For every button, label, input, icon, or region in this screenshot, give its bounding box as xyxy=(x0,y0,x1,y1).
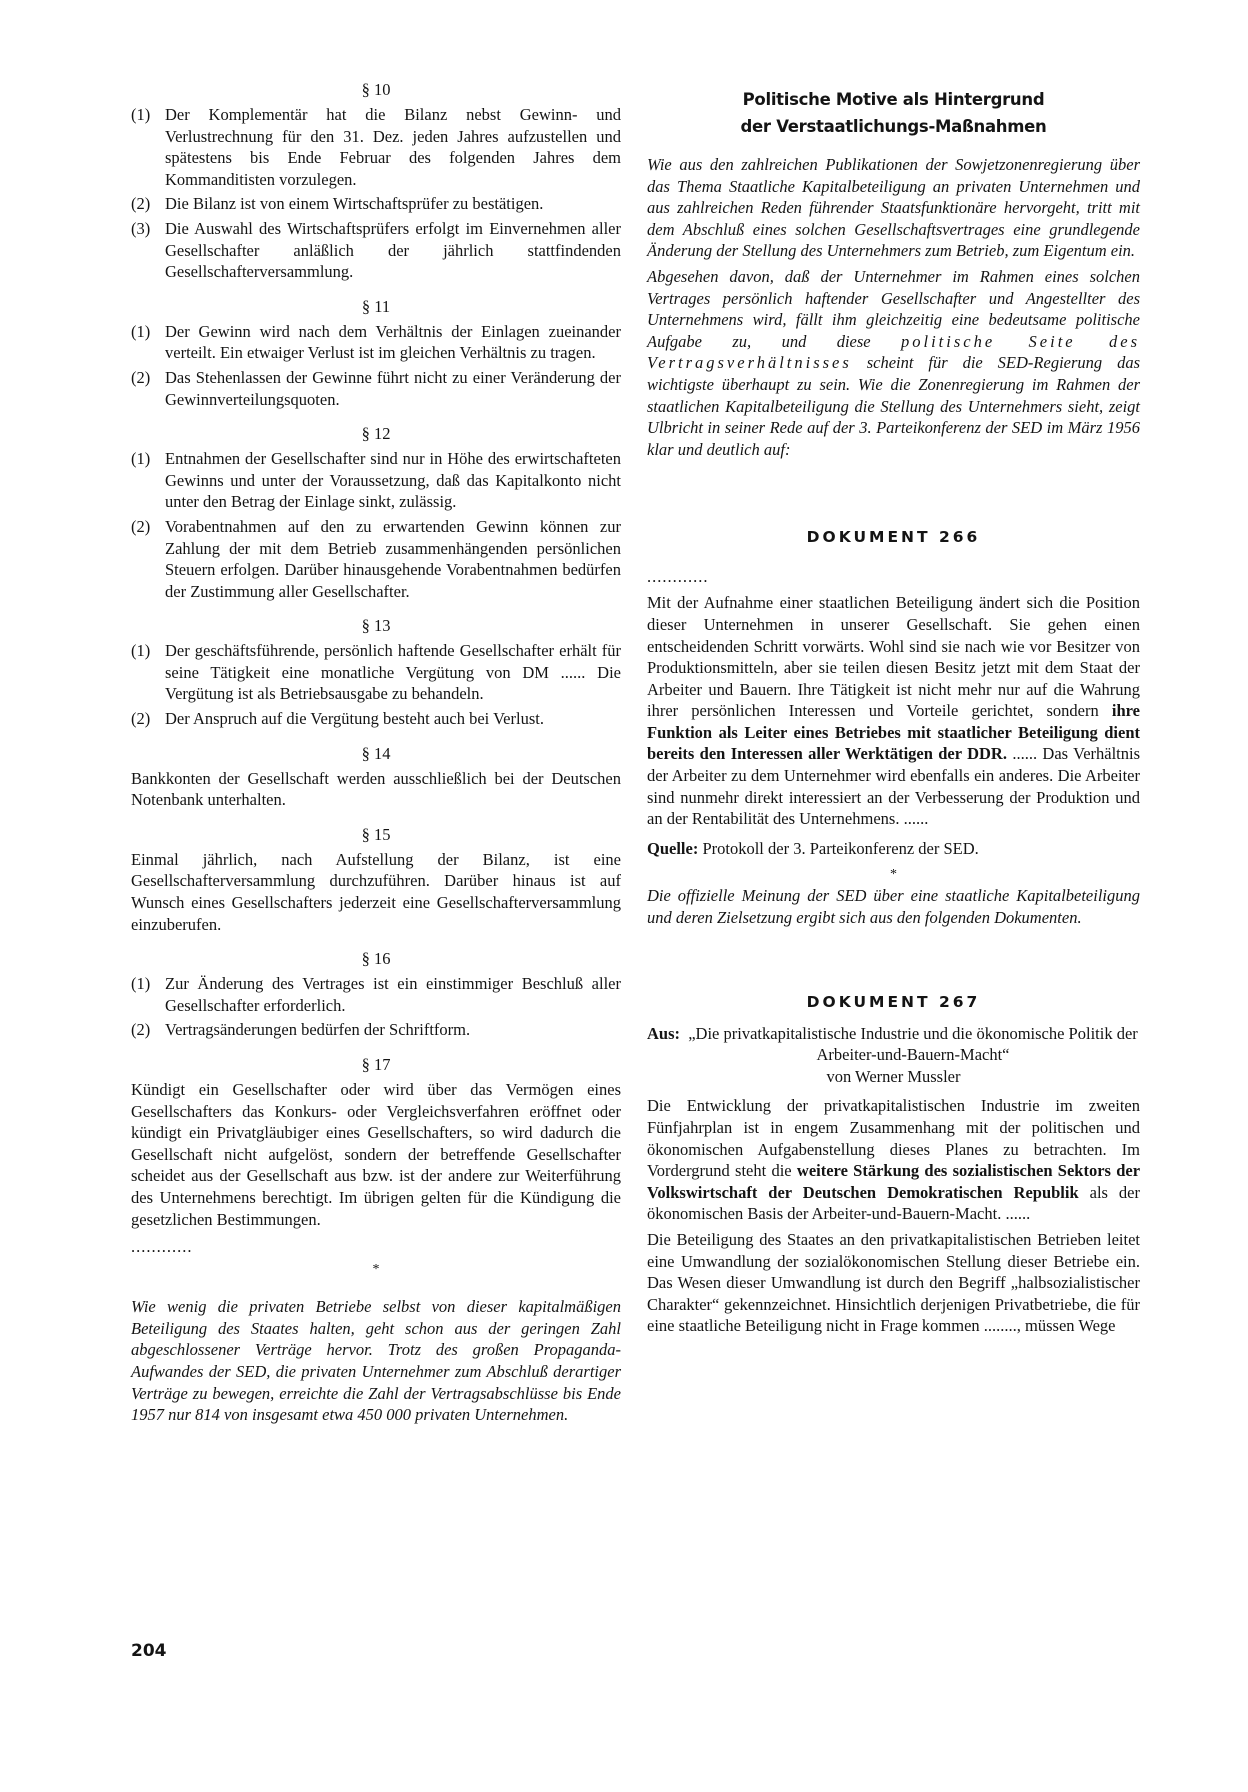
list-item xyxy=(131,708,621,730)
list-item xyxy=(131,367,621,410)
right-column xyxy=(647,80,1140,1337)
transition-paragraph: Die offizielle Meinung der SED über eine staatliche Kapitalbeteiligung und deren Zielsetzung ergibt sich aus den folgenden Dokumenten. xyxy=(647,886,1140,928)
item-text: Die Auswahl des Wirtschaftsprüfers erfolgt im Einvernehmen aller Gesellschafter anläßlich der jährlich stattfindenden Gesellschafterversammlung. xyxy=(165,218,621,282)
paragraph: Kündigt ein Gesellschafter oder wird über das Vermögen eines Gesellschafters das Konkurs- oder Vergleichsverfahren eröffnet oder kündigt ein Privatgläubiger eines Gesellschafters, so wird dadurch die Gesellschaft nicht aufgelöst, sondern der betreffende Gesellschafter scheidet aus der Gesellschaft aus bzw. ist der andere zur Weiterführung des Unternehmens berechtigt. Im übrigen gelten für die Kündigung die gesetzlichen Bestimmungen. xyxy=(131,1080,621,1229)
item-number: (2) xyxy=(131,516,151,536)
document-source-line xyxy=(647,1023,1140,1066)
page-number: 204 xyxy=(131,1641,167,1661)
list-item xyxy=(131,104,621,190)
intro-paragraph: Wie aus den zahlreichen Publikationen der Sowjetzonenregierung über das Thema Staatliche Kapitalbeteiligung an privaten Unternehmen und aus zahlreichen Reden führender Staatsfunktionäre hervorgeht, tritt mit dem Abschluß eines solchen Gesellschaftsvertrages eine grundlegende Änderung der Stellung des Unternehmers zum Betrieb, zum Eigentum ein. xyxy=(647,155,1140,261)
section-title: § 17 xyxy=(361,1055,391,1074)
text-run: als der ökonomischen Basis der Arbeiter-und-Bauern-Macht. ...... xyxy=(647,1182,1140,1224)
document-quote xyxy=(647,1095,1140,1225)
list-item xyxy=(131,516,621,602)
item-number: (1) xyxy=(131,321,151,341)
item-text: Zur Änderung des Vertrages ist ein einstimmiger Beschluß aller Gesellschafter erforderlich. xyxy=(165,974,621,1015)
section-title: § 16 xyxy=(361,949,391,969)
item-number: (2) xyxy=(131,1020,151,1040)
item-number: (1) xyxy=(131,641,151,661)
intro-paragraph xyxy=(647,266,1140,460)
text-run: ...... Das Verhältnis der Arbeiter zu dem Unternehmer wird ebenfalls ein anderes. Die Arbeiter sind nunmehr direkt interessiert an der Verbesserung der Produktion und an der Rentabilität des Unternehmens. ...... xyxy=(647,744,1141,829)
item-text: Entnahmen der Gesellschafter sind nur in Höhe des erwirtschafteten Gewinns und unter der Voraussetzung, daß das Kapitalkonto nicht unter den Betrag der Einlage sinkt, zulässig. xyxy=(165,449,621,512)
separator-star: * xyxy=(372,1262,380,1278)
list-item xyxy=(131,321,621,364)
source-label: Quelle: xyxy=(647,838,699,858)
item-text: Vorabentnahmen auf den zu erwartenden Gewinn können zur Zahlung der mit dem Betrieb zusammenhängenden persönlichen Steuern erfolgen. Darüber hinausgehende Vorabentnahmen bedürfen der Zustimmung aller Gesellschafter. xyxy=(165,516,621,601)
document-heading: DOKUMENT 267 xyxy=(806,992,981,1011)
item-number: (2) xyxy=(131,367,151,387)
paragraph: Bankkonten der Gesellschaft werden ausschließlich bei der Deutschen Notenbank unterhalten. xyxy=(131,768,621,810)
heading-line: der Verstaatlichungs-Maßnahmen xyxy=(740,117,1047,136)
text-run: Mit der Aufnahme einer staatlichen Beteiligung ändert sich die Position dieser Unternehmen in unserer Gesellschaft. Sie gehen einen entscheidenden Schritt vorwärts. Wohl sind sie nach wie vor Besitzer von Produktionsmitteln, aber sie teilen diesen Besitz jetzt mit dem Staat der Arbeiter und Bauern. Ihre Tätigkeit ist nicht mehr nur auf die Wahrung ihrer persönlichen Interessen und Vorteile gerichtet, sondern xyxy=(647,593,1140,721)
editorial-comment: Wie wenig die privaten Betriebe selbst von dieser kapitalmäßigen Beteiligung des Staates halten, geht schon aus der geringen Zahl abgeschlossener Verträge hervor. Trotz des großen Propaganda-Aufwandes der SED, die privaten Unternehmer zum Abschluß derartiger Verträge zu bewegen, erreichte die Zahl der Vertragsabschlüsse bis Ende 1957 nur 814 von insgesamt etwa 450 000 privaten Unternehmen. xyxy=(131,1297,621,1425)
item-text: Der geschäftsführende, persönlich haftende Gesellschafter erhält für seine Tätigkeit eine monatliche Vergütung von DM ...... Die Vergütung ist als Betriebsausgabe zu behandeln. xyxy=(165,641,621,704)
ellipsis-dots: ............ xyxy=(131,1237,193,1257)
list-item xyxy=(131,218,621,283)
source-title: „Die privatkapitalistische Industrie und die ökonomische Politik der Arbeiter-und-Bauern-Macht“ xyxy=(688,1023,1138,1065)
document-quote: Die Beteiligung des Staates an den privatkapitalistischen Betrieben leitet eine Umwandlung der sozialökonomischen Stellung dieser Betriebe ein. Das Wesen dieser Umwandlung ist durch den Begriff „halbsozialistischer Charakter“ gekennzeichnet. Hinsichtlich derjenigen Privatbetriebe, die für eine staatliche Beteiligung nicht in Frage kommen ........, müssen Wege xyxy=(647,1229,1140,1336)
item-number: (3) xyxy=(131,218,151,238)
article-heading xyxy=(647,86,1140,140)
item-text: Der Anspruch auf die Vergütung besteht auch bei Verlust. xyxy=(165,709,544,729)
bold-emphasis: weitere Stärkung des sozialistischen Sektors der Volkswirtschaft der Deutschen Demokratischen Republik xyxy=(647,1161,1141,1202)
item-text: Vertragsänderungen bedürfen der Schriftform. xyxy=(165,1020,471,1040)
bold-emphasis: ihre Funktion als Leiter eines Betriebes mit staatlicher Beteiligung dient bereits den Interessen aller Werktätigen der DDR. xyxy=(647,701,1140,764)
item-text: Der Komplementär hat die Bilanz nebst Gewinn- und Verlustrechnung für den 31. Dez. jeden Jahres aufzustellen und spätestens bis Ende Februar des folgenden Jahres dem Kommanditisten vorzulegen. xyxy=(165,105,621,189)
item-number: (1) xyxy=(131,449,151,469)
item-text: Der Gewinn wird nach dem Verhältnis der Einlagen zueinander verteilt. Ein etwaiger Verlust ist im gleichen Verhältnis zu tragen. xyxy=(165,321,621,363)
item-text: Das Stehenlassen der Gewinne führt nicht zu einer Veränderung der Gewinnverteilungsquoten. xyxy=(165,367,621,409)
list-item xyxy=(131,1019,621,1041)
heading-line: Politische Motive als Hintergrund xyxy=(742,90,1045,109)
separator-star: * xyxy=(890,867,897,883)
section-title: § 11 xyxy=(361,296,391,316)
item-number: (1) xyxy=(131,974,151,994)
ellipsis-dots: ............ xyxy=(647,567,709,587)
item-number: (2) xyxy=(131,709,151,729)
list-item xyxy=(131,448,621,513)
text-run: Abgesehen davon, daß der Unternehmer im Rahmen eines solchen Vertrages persönlich haftender Gesellschafter und Angestellter des Unternehmens wird, fällt ihm gleichzeitig eine bedeutsame politische Aufgabe zu, und diese xyxy=(647,266,1140,351)
text-run: Die Entwicklung der privatkapitalistischen Industrie im zweiten Fünfjahrplan ist in engem Zusammenhang mit der politischen und ökonomischen Aufgabenstellung dieses Planes zu betrachten. Im Vordergrund steht die xyxy=(647,1096,1140,1181)
source-line xyxy=(647,838,1140,860)
section-title: § 12 xyxy=(361,424,391,444)
list-item xyxy=(131,973,621,1016)
document-heading: DOKUMENT 266 xyxy=(806,528,981,547)
section-title: § 14 xyxy=(361,743,391,763)
source-label: Aus: xyxy=(647,1023,681,1043)
paragraph: Einmal jährlich, nach Aufstellung der Bilanz, ist eine Gesellschafterversammlung durchzuführen. Darüber hinaus ist auf Wunsch eines Gesellschafters jederzeit eine Gesellschafterversammlung einzuberufen. xyxy=(131,849,621,934)
section-title: § 10 xyxy=(361,80,391,99)
list-item xyxy=(131,640,621,705)
text-run: scheint für die SED-Regierung das wichtigste überhaupt zu sein. Wie die Zonenregierung im Rahmen der staatlichen Kapitalbeteiligung die Stellung des Unternehmers sieht, zeigt Ulbricht in seiner Rede auf der 3. Parteikonferenz der SED im März 1956 klar und deutlich auf: xyxy=(647,353,1140,459)
left-column xyxy=(131,80,621,1426)
source-author: von Werner Mussler xyxy=(826,1066,961,1086)
list-item xyxy=(131,193,621,215)
document-quote xyxy=(647,592,1140,830)
item-text: Die Bilanz ist von einem Wirtschaftsprüfer zu bestätigen. xyxy=(165,194,544,214)
source-text: Protokoll der 3. Parteikonferenz der SED. xyxy=(702,838,979,858)
section-title: § 13 xyxy=(361,616,391,636)
spaced-emphasis: politische Seite des Vertragsverhältnisses xyxy=(647,331,1140,373)
item-number: (2) xyxy=(131,194,151,214)
section-title: § 15 xyxy=(361,824,391,844)
item-number: (1) xyxy=(131,105,151,124)
